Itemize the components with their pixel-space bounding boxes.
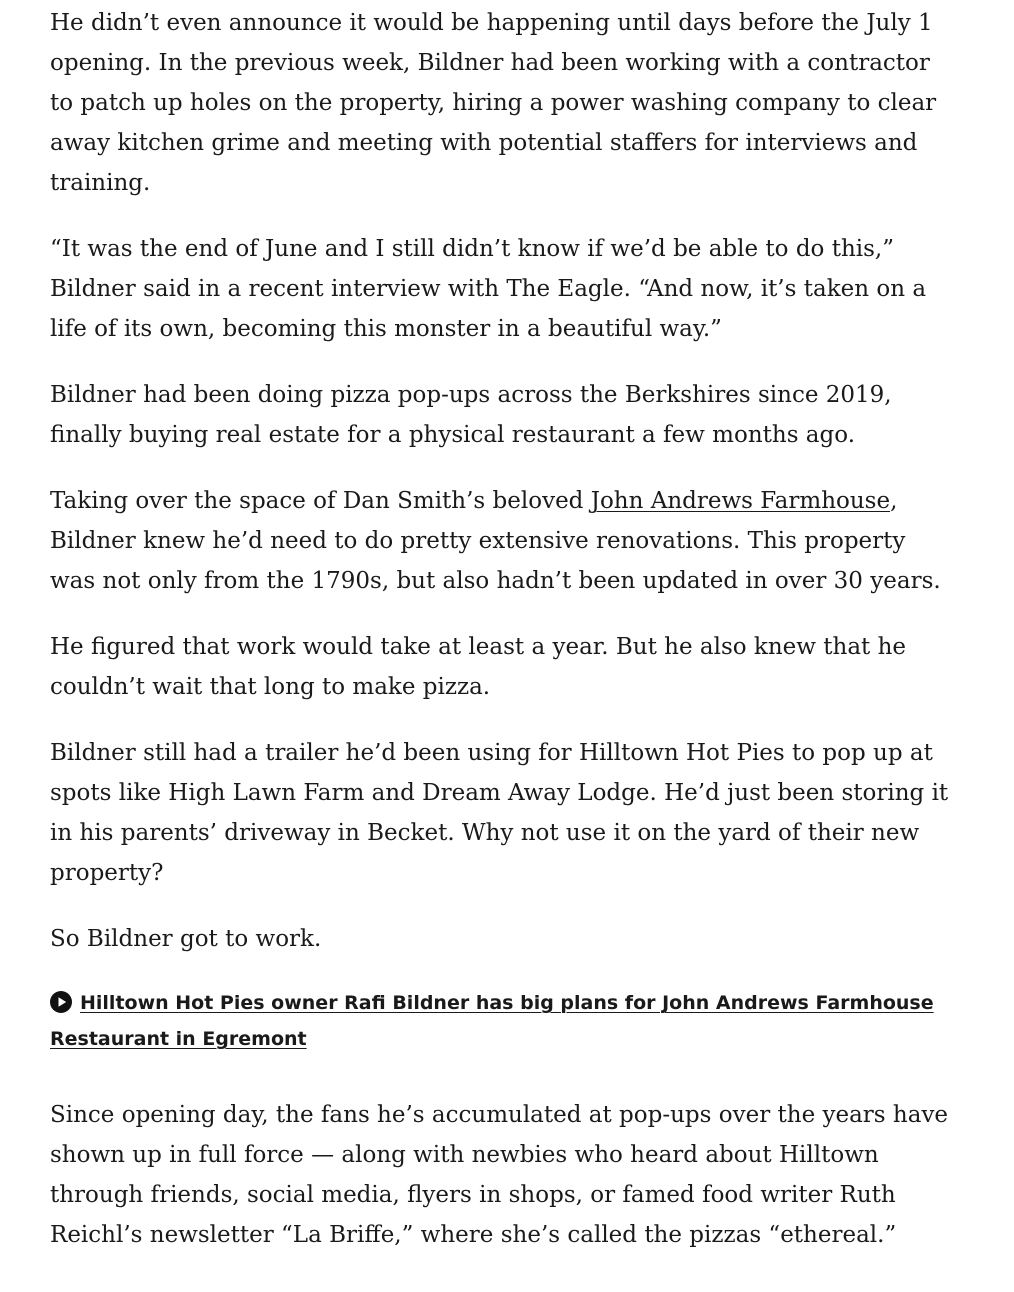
related-video-title: Hilltown Hot Pies owner Rafi Bildner has big plans for John Andrews Farmhouse Restaurant in Egremont	[50, 992, 934, 1050]
paragraph-renovations	[50, 481, 950, 601]
john-andrews-farmhouse-link[interactable]: John Andrews Farmhouse	[590, 488, 891, 514]
article-body	[50, 0, 950, 1281]
paragraph-quote-end-of-june: “It was the end of June and I still didn’t know if we’d be able to do this,” Bildner said in a recent interview with The Eagle. “And now, it’s taken on a life of its own, becoming this monster in a beautiful way.”	[50, 236, 927, 342]
paragraph-renovations-lead: Taking over the space of Dan Smith’s beloved	[50, 488, 591, 514]
paragraph-trailer: Bildner still had a trailer he’d been using for Hilltown Hot Pies to pop up at spots like High Lawn Farm and Dream Away Lodge. He’d just been storing it in his parents’ driveway in Becket. Why not use it on the yard of their new property?	[50, 740, 949, 886]
paragraph-opening-announcement: He didn’t even announce it would be happening until days before the July 1 opening. In the previous week, Bildner had been working with a contractor to patch up holes on the property, hiring a power washing company to clear away kitchen grime and meeting with potential staffers for interviews and training.	[50, 10, 937, 196]
paragraph-got-to-work: So Bildner got to work.	[50, 926, 322, 952]
paragraph-renovations-rest: , Bildner knew he’d need to do pretty extensive renovations. This property was not only from the 1790s, but also hadn’t been updated in over 30 years.	[50, 488, 941, 594]
related-video-link[interactable]	[50, 985, 950, 1057]
paragraph-opening-day-fans: Since opening day, the fans he’s accumulated at pop-ups over the years have shown up in full force — along with newbies who heard about Hilltown through friends, social media, flyers in shops, or famed food writer Ruth Reichl’s newsletter “La Briffe,” where she’s called the pizzas “ethereal.”	[50, 1102, 949, 1248]
play-circle-icon	[50, 991, 72, 1013]
paragraph-popups-since-2019: Bildner had been doing pizza pop-ups across the Berkshires since 2019, finally buying real estate for a physical restaurant a few months ago.	[50, 382, 892, 448]
paragraph-work-timeline: He figured that work would take at least a year. But he also knew that he couldn’t wait that long to make pizza.	[50, 634, 907, 700]
